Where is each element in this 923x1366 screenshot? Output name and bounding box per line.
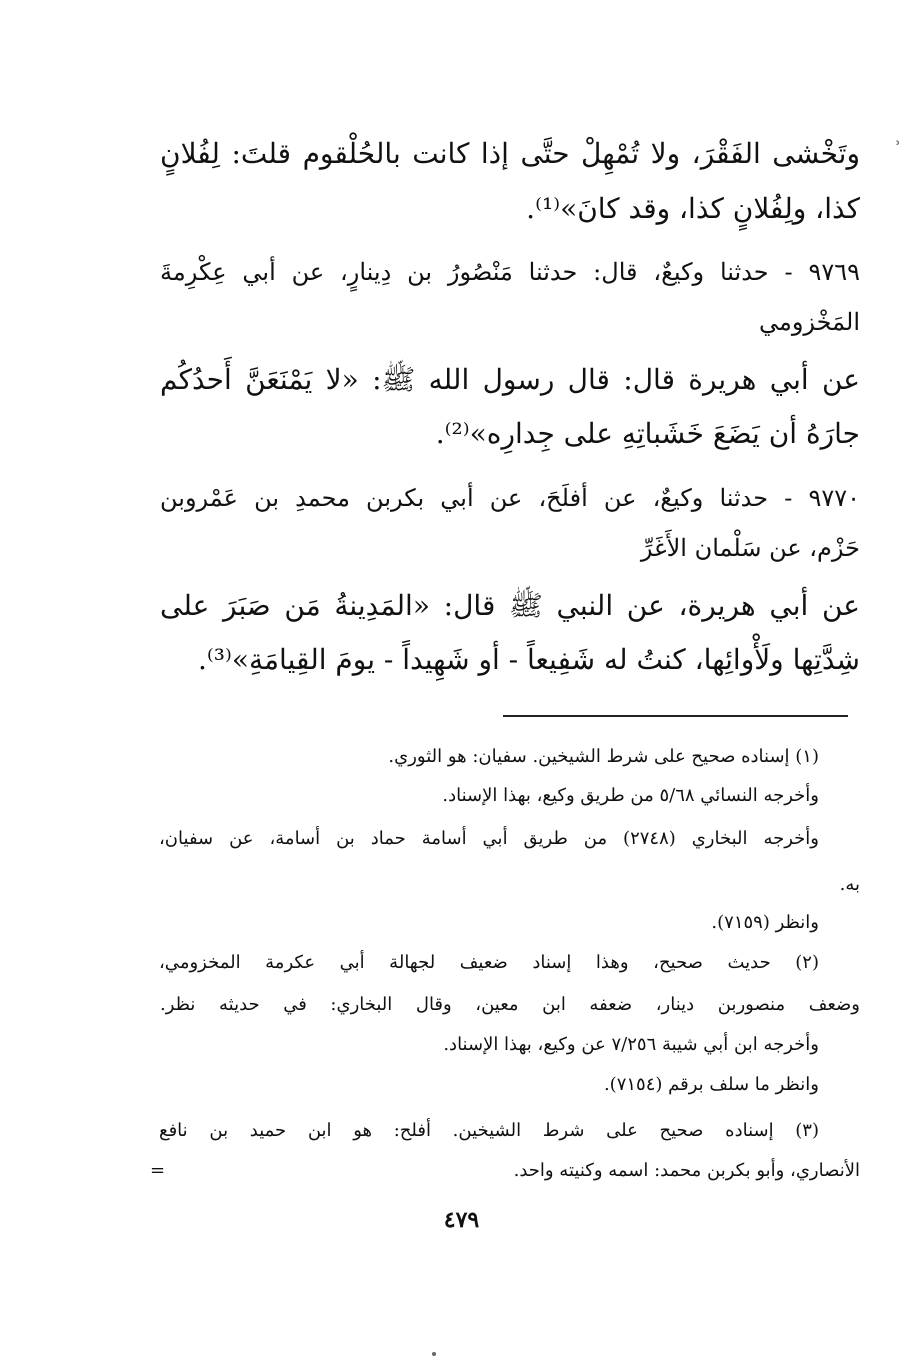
footnote-line: (٣) إسناده صحيح على شرط الشيخين. أفلح: هو ابن حميد بن نافع <box>159 1120 819 1141</box>
hadith-matn-line: جارَهُ أن يَضَعَ خَشَباتِهِ على جِدارِه»⁽²⁾. <box>435 417 860 450</box>
hadith-isnad-line: المَخْزومي <box>758 308 860 336</box>
footnote-line: (٢) حديث صحيح، وهذا إسناد ضعيف لجهالة أبي عكرمة المخزومي، <box>159 952 819 973</box>
footnote-line: وأخرجه البخاري (٢٧٤٨) من طريق أبي أسامة حماد بن أسامة، عن سفيان، <box>159 828 819 849</box>
footnote-line: وأخرجه ابن أبي شيبة ٧/٢٥٦ عن وكيع، بهذا الإسناد. <box>443 1034 819 1055</box>
hadith-isnad-line: ٩٧٦٩ - حدثنا وكيعٌ، قال: حدثنا مَنْصُورُ بن دِينارٍ، عن أبي عِكْرِمةَ <box>160 258 860 286</box>
footnote-line: الأنصاري، وأبو بكربن محمد: اسمه وكنيته واحد. <box>513 1160 860 1181</box>
page-number: ٤٧٩ <box>443 1207 480 1233</box>
continuation-mark: = <box>150 1160 166 1181</box>
footnote-line: به. <box>839 874 860 895</box>
footnote-separator <box>503 715 848 717</box>
footnote-line: وانظر (٧١٥٩). <box>711 912 819 933</box>
main-text-line: وتَخْشى الفَقْرَ، ولا تُمْهِلْ حتَّى إذا كانت بالحُلْقوم قلتَ: لِفُلانٍ <box>160 137 860 170</box>
footnote-line: (١) إسناده صحيح على شرط الشيخين. سفيان: هو الثوري. <box>388 746 819 767</box>
hadith-matn-line: عن أبي هريرة قال: قال رسول الله ﷺ: «لا يَمْنَعَنَّ أَحدُكُم <box>160 363 860 396</box>
hadith-isnad-line: ٩٧٧٠ - حدثنا وكيعٌ، عن أفلَحَ، عن أبي بكربن محمدِ بن عَمْروبن <box>160 484 860 512</box>
hadith-matn-line: شِدَّتِها ولَأْوائِها، كنتُ له شَفِيعاً - أو شَهِيداً - يومَ القِيامَةِ»⁽³⁾. <box>198 643 860 676</box>
print-speck <box>432 1352 436 1356</box>
main-text-line: كذا، ولِفُلانٍ كذا، وقد كانَ»⁽¹⁾. <box>526 192 860 225</box>
footnote-line: وانظر ما سلف برقم (٧١٥٤). <box>603 1074 819 1095</box>
margin-mark: ʾ <box>895 138 901 159</box>
hadith-matn-line: عن أبي هريرة، عن النبي ﷺ قال: «المَدِينةُ مَن صَبَرَ على <box>160 589 860 622</box>
footnote-line: وأخرجه النسائي ٥/٦٨ من طريق وكيع، بهذا الإسناد. <box>442 785 819 806</box>
hadith-isnad-line: حَزْم، عن سَلْمان الأَغَرِّ <box>640 534 860 562</box>
footnote-line: وضعف منصوربن دينار، ضعفه ابن معين، وقال البخاري: في حديثه نظر. <box>160 994 860 1015</box>
